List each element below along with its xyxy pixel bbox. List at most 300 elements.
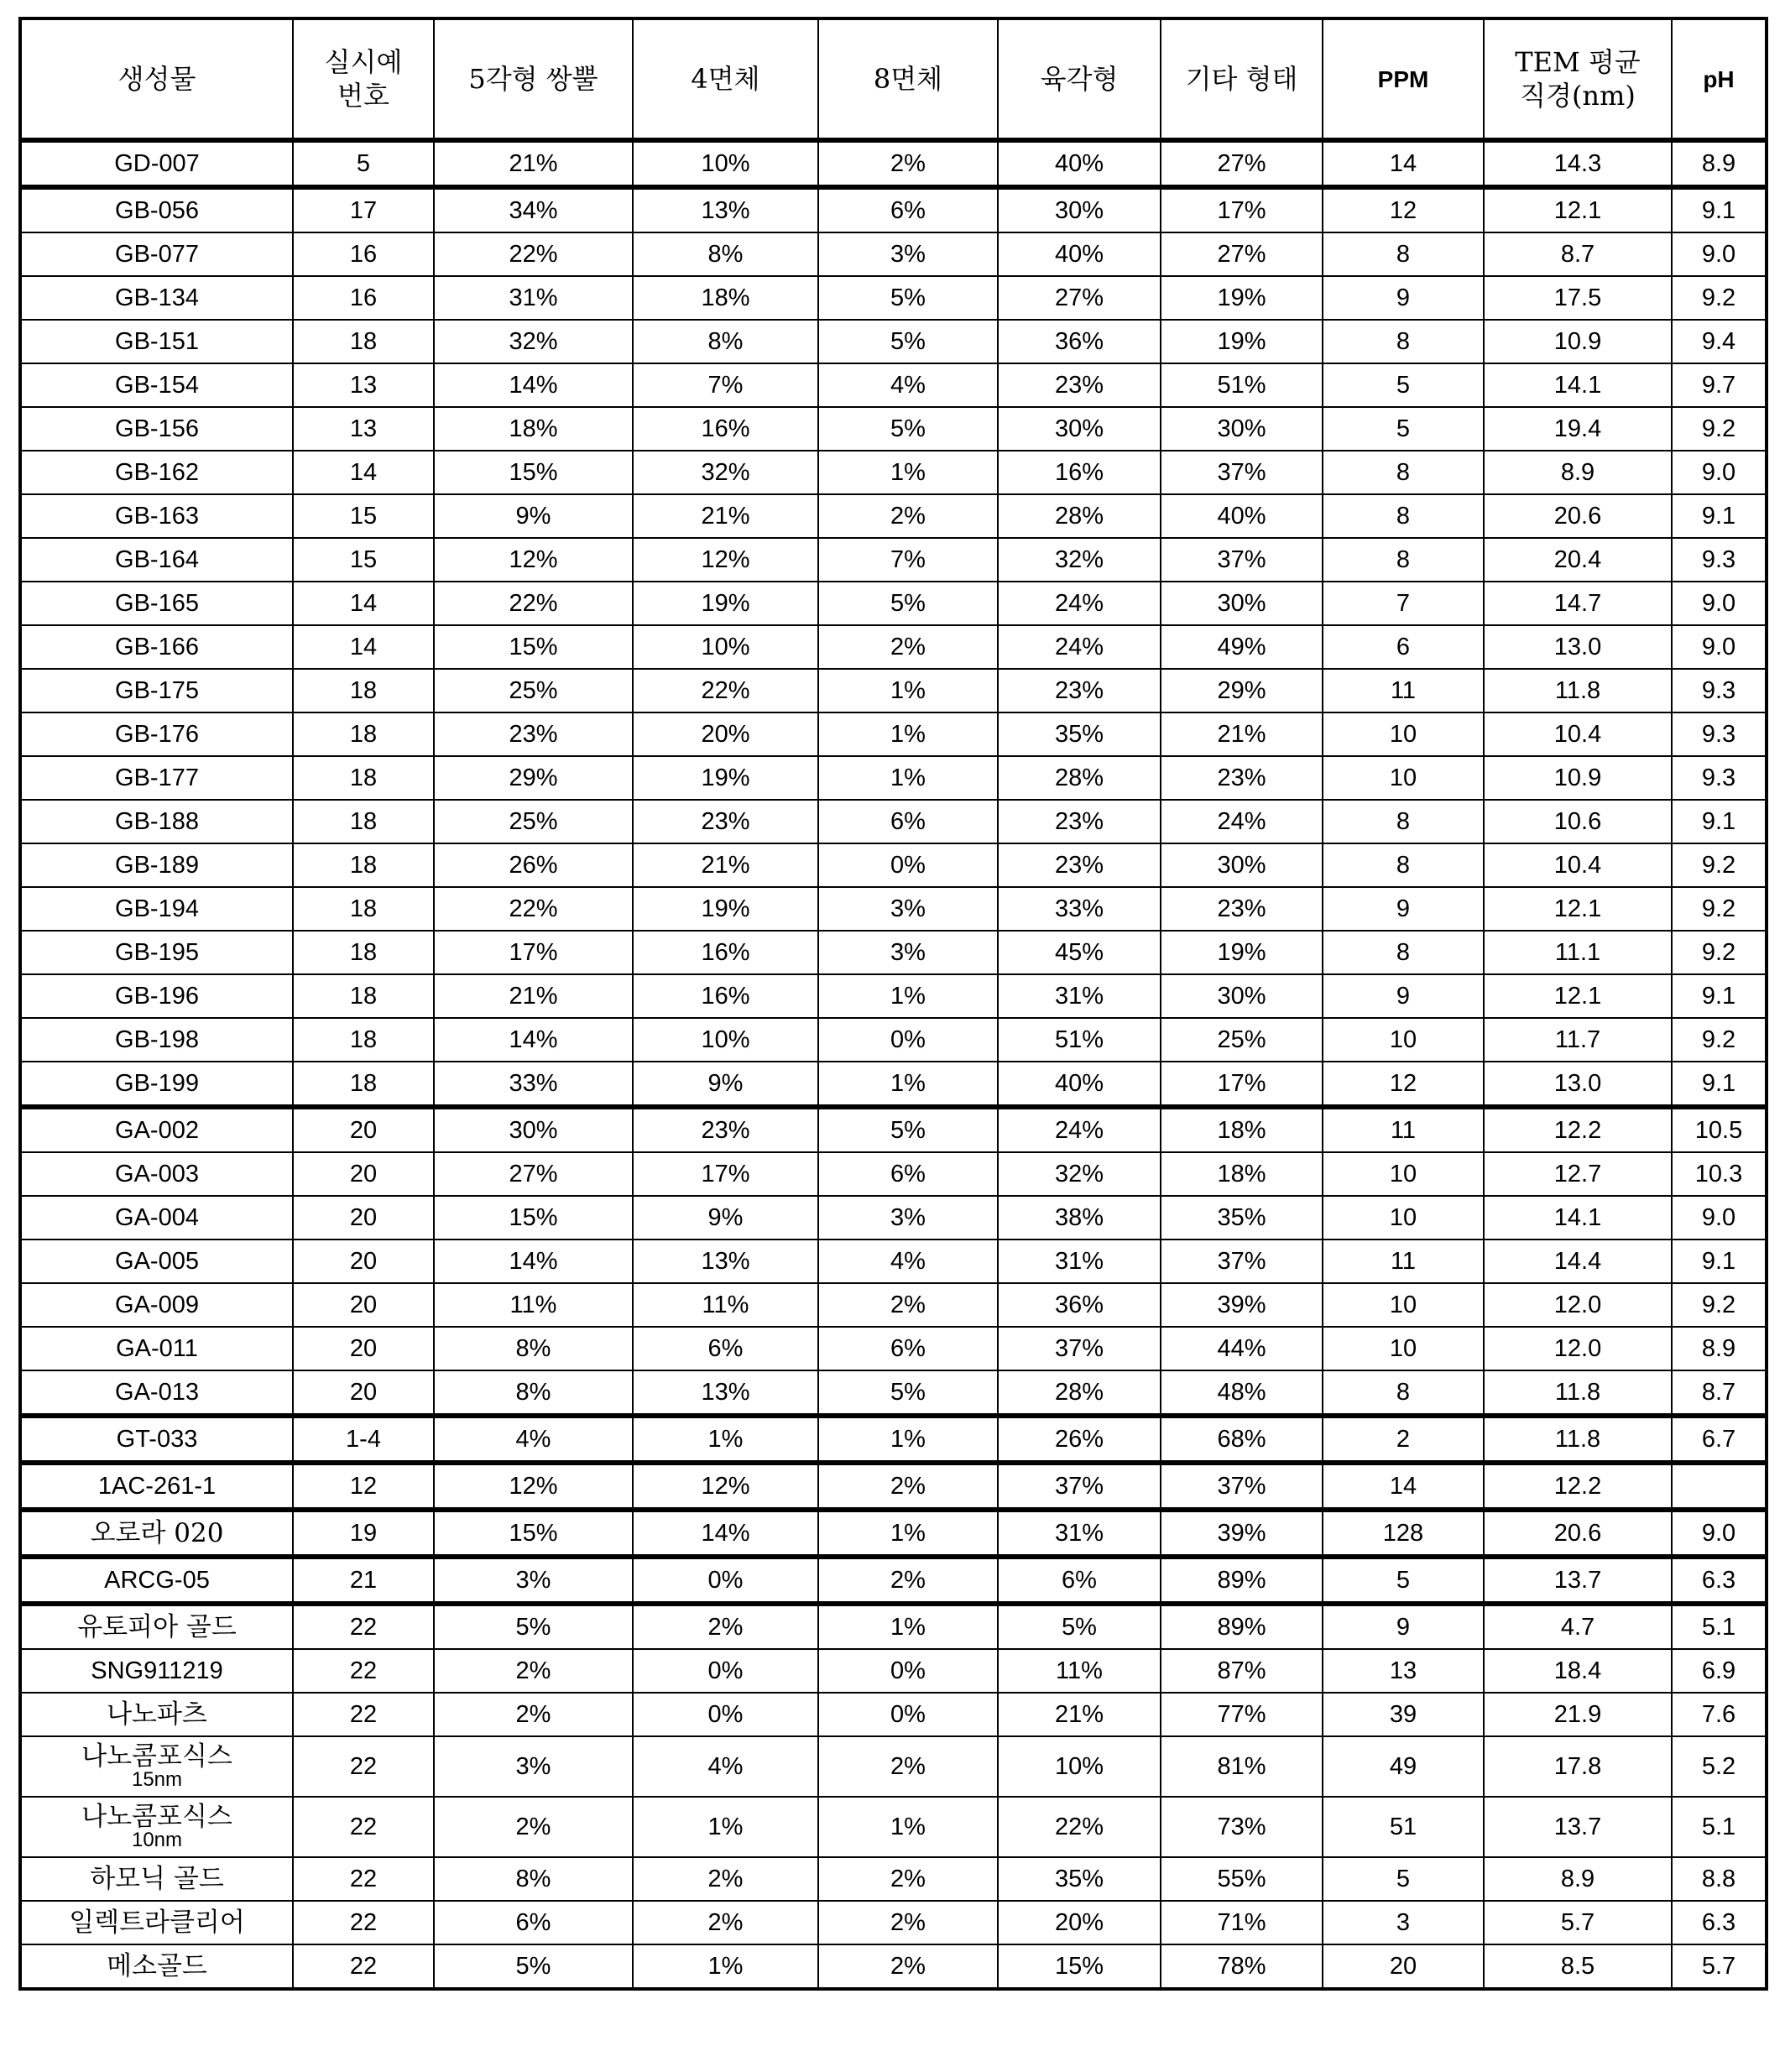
cell-tem-diameter: 20.6 bbox=[1484, 1510, 1672, 1557]
cell-example-no: 16 bbox=[293, 232, 434, 276]
table-row bbox=[20, 1693, 1767, 1736]
cell-tetrahedron: 4% bbox=[633, 1736, 818, 1797]
cell-product: GB-077 bbox=[20, 232, 293, 276]
cell-other-shape: 37% bbox=[1161, 1240, 1323, 1283]
cell-ph: 9.1 bbox=[1672, 974, 1767, 1018]
cell-hexagon: 40% bbox=[998, 232, 1161, 276]
cell-other-shape: 30% bbox=[1161, 974, 1323, 1018]
cell-ph: 9.2 bbox=[1672, 931, 1767, 974]
cell-example-no: 18 bbox=[293, 974, 434, 1018]
cell-hexagon: 30% bbox=[998, 407, 1161, 451]
cell-hexagon: 22% bbox=[998, 1797, 1161, 1857]
cell-hexagon: 28% bbox=[998, 494, 1161, 538]
cell-tem-diameter: 10.9 bbox=[1484, 756, 1672, 800]
header-pentagonal-bipyramid: 5각형 쌍뿔 bbox=[434, 18, 633, 140]
cell-tem-diameter: 17.8 bbox=[1484, 1736, 1672, 1797]
cell-pentagonal-bipyramid: 30% bbox=[434, 1107, 633, 1152]
cell-ppm: 12 bbox=[1323, 1062, 1484, 1107]
cell-ppm: 8 bbox=[1323, 451, 1484, 494]
cell-tetrahedron: 21% bbox=[633, 843, 818, 887]
cell-example-no: 14 bbox=[293, 451, 434, 494]
cell-pentagonal-bipyramid: 15% bbox=[434, 625, 633, 669]
cell-ph: 9.3 bbox=[1672, 669, 1767, 712]
cell-pentagonal-bipyramid: 8% bbox=[434, 1370, 633, 1416]
cell-octahedron: 1% bbox=[818, 1797, 998, 1857]
cell-tem-diameter: 8.9 bbox=[1484, 451, 1672, 494]
cell-octahedron: 0% bbox=[818, 1649, 998, 1693]
cell-ph: 7.6 bbox=[1672, 1693, 1767, 1736]
cell-tetrahedron: 22% bbox=[633, 669, 818, 712]
cell-other-shape: 73% bbox=[1161, 1797, 1323, 1857]
table-row bbox=[20, 363, 1767, 407]
table-row bbox=[20, 1196, 1767, 1240]
cell-octahedron: 2% bbox=[818, 1463, 998, 1510]
cell-pentagonal-bipyramid: 33% bbox=[434, 1062, 633, 1107]
cell-tetrahedron: 10% bbox=[633, 140, 818, 187]
cell-other-shape: 19% bbox=[1161, 931, 1323, 974]
cell-example-no: 18 bbox=[293, 931, 434, 974]
cell-tetrahedron: 23% bbox=[633, 800, 818, 843]
table-row bbox=[20, 1062, 1767, 1107]
cell-tem-diameter: 11.7 bbox=[1484, 1018, 1672, 1062]
cell-tem-diameter: 20.6 bbox=[1484, 494, 1672, 538]
cell-octahedron: 2% bbox=[818, 625, 998, 669]
cell-product: GB-134 bbox=[20, 276, 293, 320]
cell-pentagonal-bipyramid: 15% bbox=[434, 1510, 633, 1557]
cell-product: GA-004 bbox=[20, 1196, 293, 1240]
cell-octahedron: 5% bbox=[818, 1370, 998, 1416]
cell-tetrahedron: 12% bbox=[633, 538, 818, 582]
cell-other-shape: 49% bbox=[1161, 625, 1323, 669]
cell-octahedron: 1% bbox=[818, 1510, 998, 1557]
cell-other-shape: 68% bbox=[1161, 1416, 1323, 1463]
cell-example-no: 22 bbox=[293, 1693, 434, 1736]
cell-other-shape: 81% bbox=[1161, 1736, 1323, 1797]
header-tem-diameter: TEM 평균 직경(nm) bbox=[1484, 18, 1672, 140]
cell-hexagon: 24% bbox=[998, 582, 1161, 625]
cell-ph: 9.0 bbox=[1672, 232, 1767, 276]
cell-octahedron: 6% bbox=[818, 1327, 998, 1370]
cell-octahedron: 1% bbox=[818, 1062, 998, 1107]
cell-tem-diameter: 11.8 bbox=[1484, 1416, 1672, 1463]
cell-other-shape: 30% bbox=[1161, 582, 1323, 625]
cell-other-shape: 23% bbox=[1161, 887, 1323, 931]
cell-tem-diameter: 12.2 bbox=[1484, 1463, 1672, 1510]
cell-ph: 9.1 bbox=[1672, 1062, 1767, 1107]
cell-octahedron: 2% bbox=[818, 1557, 998, 1604]
cell-example-no: 22 bbox=[293, 1901, 434, 1944]
cell-pentagonal-bipyramid: 12% bbox=[434, 1463, 633, 1510]
cell-tem-diameter: 13.0 bbox=[1484, 1062, 1672, 1107]
cell-tetrahedron: 21% bbox=[633, 494, 818, 538]
cell-product: GB-151 bbox=[20, 320, 293, 363]
cell-octahedron: 6% bbox=[818, 800, 998, 843]
cell-product: GB-177 bbox=[20, 756, 293, 800]
table-row bbox=[20, 756, 1767, 800]
cell-hexagon: 28% bbox=[998, 756, 1161, 800]
cell-example-no: 22 bbox=[293, 1604, 434, 1649]
cell-pentagonal-bipyramid: 32% bbox=[434, 320, 633, 363]
cell-ph: 10.5 bbox=[1672, 1107, 1767, 1152]
cell-pentagonal-bipyramid: 4% bbox=[434, 1416, 633, 1463]
cell-product: GB-175 bbox=[20, 669, 293, 712]
cell-tem-diameter: 10.6 bbox=[1484, 800, 1672, 843]
cell-octahedron: 6% bbox=[818, 1152, 998, 1196]
table-row bbox=[20, 1797, 1767, 1857]
cell-hexagon: 24% bbox=[998, 625, 1161, 669]
cell-product: GD-007 bbox=[20, 140, 293, 187]
cell-hexagon: 40% bbox=[998, 1062, 1161, 1107]
cell-example-no: 18 bbox=[293, 320, 434, 363]
cell-ph: 5.2 bbox=[1672, 1736, 1767, 1797]
cell-pentagonal-bipyramid: 27% bbox=[434, 1152, 633, 1196]
cell-hexagon: 26% bbox=[998, 1416, 1161, 1463]
cell-tetrahedron: 12% bbox=[633, 1463, 818, 1510]
cell-tetrahedron: 0% bbox=[633, 1649, 818, 1693]
cell-product: GA-002 bbox=[20, 1107, 293, 1152]
cell-hexagon: 23% bbox=[998, 843, 1161, 887]
particle-shape-table bbox=[18, 17, 1768, 1991]
cell-pentagonal-bipyramid: 26% bbox=[434, 843, 633, 887]
cell-other-shape: 19% bbox=[1161, 320, 1323, 363]
cell-ph: 9.2 bbox=[1672, 276, 1767, 320]
cell-other-shape: 27% bbox=[1161, 140, 1323, 187]
cell-other-shape: 87% bbox=[1161, 1649, 1323, 1693]
cell-example-no: 15 bbox=[293, 494, 434, 538]
cell-tem-diameter: 12.7 bbox=[1484, 1152, 1672, 1196]
cell-ph: 9.2 bbox=[1672, 407, 1767, 451]
cell-tem-diameter: 14.4 bbox=[1484, 1240, 1672, 1283]
cell-hexagon: 37% bbox=[998, 1327, 1161, 1370]
cell-octahedron: 4% bbox=[818, 1240, 998, 1283]
cell-other-shape: 30% bbox=[1161, 407, 1323, 451]
cell-other-shape: 30% bbox=[1161, 843, 1323, 887]
table-row bbox=[20, 276, 1767, 320]
table-row bbox=[20, 974, 1767, 1018]
cell-tetrahedron: 2% bbox=[633, 1604, 818, 1649]
cell-octahedron: 1% bbox=[818, 974, 998, 1018]
cell-ppm: 8 bbox=[1323, 800, 1484, 843]
cell-pentagonal-bipyramid: 22% bbox=[434, 887, 633, 931]
cell-ph: 9.7 bbox=[1672, 363, 1767, 407]
header-ppm: PPM bbox=[1323, 18, 1484, 140]
cell-ph: 5.1 bbox=[1672, 1797, 1767, 1857]
cell-other-shape: 77% bbox=[1161, 1693, 1323, 1736]
header-octahedron: 8면체 bbox=[818, 18, 998, 140]
cell-ppm: 14 bbox=[1323, 140, 1484, 187]
table-row bbox=[20, 843, 1767, 887]
cell-hexagon: 35% bbox=[998, 1857, 1161, 1901]
cell-ph: 9.0 bbox=[1672, 1196, 1767, 1240]
cell-other-shape: 55% bbox=[1161, 1857, 1323, 1901]
cell-pentagonal-bipyramid: 2% bbox=[434, 1797, 633, 1857]
cell-tem-diameter: 8.7 bbox=[1484, 232, 1672, 276]
cell-product bbox=[20, 1797, 293, 1857]
cell-hexagon: 36% bbox=[998, 320, 1161, 363]
cell-tetrahedron: 19% bbox=[633, 582, 818, 625]
cell-hexagon: 35% bbox=[998, 712, 1161, 756]
cell-ph: 9.1 bbox=[1672, 187, 1767, 232]
table-row bbox=[20, 625, 1767, 669]
cell-ppm: 14 bbox=[1323, 1463, 1484, 1510]
cell-other-shape: 24% bbox=[1161, 800, 1323, 843]
cell-pentagonal-bipyramid: 34% bbox=[434, 187, 633, 232]
cell-octahedron: 3% bbox=[818, 887, 998, 931]
cell-product: ARCG-05 bbox=[20, 1557, 293, 1604]
cell-ph: 9.4 bbox=[1672, 320, 1767, 363]
header-tetrahedron: 4면체 bbox=[633, 18, 818, 140]
cell-product: GB-165 bbox=[20, 582, 293, 625]
cell-tetrahedron: 8% bbox=[633, 232, 818, 276]
cell-ph: 9.1 bbox=[1672, 494, 1767, 538]
cell-hexagon: 33% bbox=[998, 887, 1161, 931]
cell-ppm: 8 bbox=[1323, 320, 1484, 363]
cell-product: GB-188 bbox=[20, 800, 293, 843]
cell-ph: 9.0 bbox=[1672, 1510, 1767, 1557]
product-name: 나노콤포식스 bbox=[81, 1741, 232, 1772]
cell-hexagon: 20% bbox=[998, 1901, 1161, 1944]
cell-other-shape: 17% bbox=[1161, 187, 1323, 232]
cell-product: GB-162 bbox=[20, 451, 293, 494]
cell-hexagon: 23% bbox=[998, 669, 1161, 712]
cell-tetrahedron: 1% bbox=[633, 1797, 818, 1857]
cell-tem-diameter: 11.1 bbox=[1484, 931, 1672, 974]
cell-ppm: 8 bbox=[1323, 1370, 1484, 1416]
cell-hexagon: 45% bbox=[998, 931, 1161, 974]
cell-octahedron: 4% bbox=[818, 363, 998, 407]
cell-example-no: 13 bbox=[293, 407, 434, 451]
cell-tetrahedron: 19% bbox=[633, 756, 818, 800]
cell-hexagon: 23% bbox=[998, 800, 1161, 843]
cell-ph: 9.0 bbox=[1672, 451, 1767, 494]
cell-octahedron: 1% bbox=[818, 669, 998, 712]
cell-ph bbox=[1672, 1463, 1767, 1510]
cell-ppm: 20 bbox=[1323, 1944, 1484, 1989]
cell-ph: 9.2 bbox=[1672, 1283, 1767, 1327]
table-row bbox=[20, 1018, 1767, 1062]
cell-ppm: 8 bbox=[1323, 931, 1484, 974]
cell-tetrahedron: 10% bbox=[633, 625, 818, 669]
cell-example-no: 18 bbox=[293, 756, 434, 800]
cell-hexagon: 15% bbox=[998, 1944, 1161, 1989]
cell-product: GB-195 bbox=[20, 931, 293, 974]
cell-pentagonal-bipyramid: 8% bbox=[434, 1327, 633, 1370]
cell-example-no: 1-4 bbox=[293, 1416, 434, 1463]
table-row bbox=[20, 800, 1767, 843]
cell-pentagonal-bipyramid: 21% bbox=[434, 974, 633, 1018]
cell-octahedron: 0% bbox=[818, 1018, 998, 1062]
cell-ph: 8.7 bbox=[1672, 1370, 1767, 1416]
cell-tetrahedron: 16% bbox=[633, 931, 818, 974]
cell-example-no: 17 bbox=[293, 187, 434, 232]
cell-ph: 9.3 bbox=[1672, 756, 1767, 800]
cell-ph: 9.1 bbox=[1672, 1240, 1767, 1283]
cell-tetrahedron: 2% bbox=[633, 1901, 818, 1944]
cell-product: 나노파츠 bbox=[20, 1693, 293, 1736]
table-row bbox=[20, 232, 1767, 276]
cell-octahedron: 2% bbox=[818, 1736, 998, 1797]
cell-pentagonal-bipyramid: 17% bbox=[434, 931, 633, 974]
cell-ph: 6.3 bbox=[1672, 1557, 1767, 1604]
cell-ph: 6.9 bbox=[1672, 1649, 1767, 1693]
cell-product: GA-005 bbox=[20, 1240, 293, 1283]
cell-octahedron: 0% bbox=[818, 1693, 998, 1736]
cell-pentagonal-bipyramid: 5% bbox=[434, 1604, 633, 1649]
cell-octahedron: 1% bbox=[818, 1604, 998, 1649]
cell-ph: 9.2 bbox=[1672, 843, 1767, 887]
table-row bbox=[20, 1736, 1767, 1797]
cell-ppm: 9 bbox=[1323, 1604, 1484, 1649]
cell-other-shape: 25% bbox=[1161, 1018, 1323, 1062]
cell-tem-diameter: 14.3 bbox=[1484, 140, 1672, 187]
cell-product: GB-164 bbox=[20, 538, 293, 582]
cell-tetrahedron: 2% bbox=[633, 1857, 818, 1901]
cell-ppm: 8 bbox=[1323, 494, 1484, 538]
cell-product: GA-013 bbox=[20, 1370, 293, 1416]
cell-example-no: 22 bbox=[293, 1797, 434, 1857]
table-row bbox=[20, 1510, 1767, 1557]
cell-tem-diameter: 12.2 bbox=[1484, 1107, 1672, 1152]
cell-octahedron: 2% bbox=[818, 1857, 998, 1901]
cell-tem-diameter: 14.1 bbox=[1484, 1196, 1672, 1240]
cell-ph: 8.9 bbox=[1672, 140, 1767, 187]
table-row bbox=[20, 1901, 1767, 1944]
cell-tetrahedron: 9% bbox=[633, 1196, 818, 1240]
cell-tem-diameter: 12.0 bbox=[1484, 1327, 1672, 1370]
cell-example-no: 14 bbox=[293, 625, 434, 669]
cell-ph: 9.3 bbox=[1672, 538, 1767, 582]
cell-octahedron: 3% bbox=[818, 232, 998, 276]
cell-tem-diameter: 17.5 bbox=[1484, 276, 1672, 320]
cell-other-shape: 40% bbox=[1161, 494, 1323, 538]
cell-hexagon: 27% bbox=[998, 276, 1161, 320]
cell-pentagonal-bipyramid: 2% bbox=[434, 1693, 633, 1736]
cell-example-no: 20 bbox=[293, 1240, 434, 1283]
table-row bbox=[20, 931, 1767, 974]
cell-other-shape: 39% bbox=[1161, 1510, 1323, 1557]
table-row bbox=[20, 1604, 1767, 1649]
cell-example-no: 20 bbox=[293, 1196, 434, 1240]
cell-example-no: 16 bbox=[293, 276, 434, 320]
cell-ppm: 9 bbox=[1323, 887, 1484, 931]
cell-tem-diameter: 20.4 bbox=[1484, 538, 1672, 582]
cell-example-no: 5 bbox=[293, 140, 434, 187]
cell-pentagonal-bipyramid: 25% bbox=[434, 800, 633, 843]
cell-example-no: 13 bbox=[293, 363, 434, 407]
table-row bbox=[20, 1649, 1767, 1693]
cell-other-shape: 51% bbox=[1161, 363, 1323, 407]
cell-tem-diameter: 13.0 bbox=[1484, 625, 1672, 669]
cell-tem-diameter: 19.4 bbox=[1484, 407, 1672, 451]
cell-tem-diameter: 21.9 bbox=[1484, 1693, 1672, 1736]
cell-tem-diameter: 12.1 bbox=[1484, 887, 1672, 931]
table-row bbox=[20, 1857, 1767, 1901]
cell-tetrahedron: 7% bbox=[633, 363, 818, 407]
cell-pentagonal-bipyramid: 8% bbox=[434, 1857, 633, 1901]
cell-ph: 9.3 bbox=[1672, 712, 1767, 756]
cell-octahedron: 2% bbox=[818, 1944, 998, 1989]
table-row bbox=[20, 669, 1767, 712]
cell-ph: 6.3 bbox=[1672, 1901, 1767, 1944]
header-ph: pH bbox=[1672, 18, 1767, 140]
cell-product: GA-003 bbox=[20, 1152, 293, 1196]
cell-product: GB-199 bbox=[20, 1062, 293, 1107]
cell-octahedron: 2% bbox=[818, 140, 998, 187]
table-row bbox=[20, 1944, 1767, 1989]
cell-hexagon: 37% bbox=[998, 1463, 1161, 1510]
cell-tetrahedron: 13% bbox=[633, 1240, 818, 1283]
cell-tetrahedron: 1% bbox=[633, 1944, 818, 1989]
cell-ppm: 8 bbox=[1323, 232, 1484, 276]
cell-product: GB-196 bbox=[20, 974, 293, 1018]
cell-tem-diameter: 10.4 bbox=[1484, 843, 1672, 887]
product-size: 10nm bbox=[22, 1830, 292, 1850]
cell-tem-diameter: 10.9 bbox=[1484, 320, 1672, 363]
product-name: 나노콤포식스 bbox=[81, 1802, 232, 1832]
cell-product: GA-009 bbox=[20, 1283, 293, 1327]
table-row bbox=[20, 887, 1767, 931]
table-row bbox=[20, 140, 1767, 187]
cell-octahedron: 5% bbox=[818, 320, 998, 363]
cell-ph: 9.2 bbox=[1672, 1018, 1767, 1062]
cell-octahedron: 1% bbox=[818, 1416, 998, 1463]
cell-ppm: 12 bbox=[1323, 187, 1484, 232]
cell-tetrahedron: 23% bbox=[633, 1107, 818, 1152]
cell-tetrahedron: 17% bbox=[633, 1152, 818, 1196]
cell-hexagon: 21% bbox=[998, 1693, 1161, 1736]
cell-hexagon: 24% bbox=[998, 1107, 1161, 1152]
cell-example-no: 21 bbox=[293, 1557, 434, 1604]
cell-example-no: 20 bbox=[293, 1283, 434, 1327]
cell-ph: 8.9 bbox=[1672, 1327, 1767, 1370]
cell-ppm: 7 bbox=[1323, 582, 1484, 625]
cell-ppm: 13 bbox=[1323, 1649, 1484, 1693]
cell-tetrahedron: 0% bbox=[633, 1557, 818, 1604]
cell-pentagonal-bipyramid: 18% bbox=[434, 407, 633, 451]
table-row bbox=[20, 1283, 1767, 1327]
cell-product: GB-176 bbox=[20, 712, 293, 756]
table-row bbox=[20, 538, 1767, 582]
cell-product: GT-033 bbox=[20, 1416, 293, 1463]
cell-ppm: 11 bbox=[1323, 1107, 1484, 1152]
cell-product: GB-194 bbox=[20, 887, 293, 931]
cell-product: GB-166 bbox=[20, 625, 293, 669]
cell-pentagonal-bipyramid: 25% bbox=[434, 669, 633, 712]
cell-example-no: 20 bbox=[293, 1107, 434, 1152]
cell-octahedron: 5% bbox=[818, 407, 998, 451]
cell-tetrahedron: 13% bbox=[633, 187, 818, 232]
cell-ph: 9.1 bbox=[1672, 800, 1767, 843]
cell-other-shape: 89% bbox=[1161, 1557, 1323, 1604]
cell-pentagonal-bipyramid: 9% bbox=[434, 494, 633, 538]
cell-hexagon: 11% bbox=[998, 1649, 1161, 1693]
table-row bbox=[20, 582, 1767, 625]
table-row bbox=[20, 320, 1767, 363]
cell-hexagon: 6% bbox=[998, 1557, 1161, 1604]
cell-ph: 8.8 bbox=[1672, 1857, 1767, 1901]
cell-ppm: 11 bbox=[1323, 1240, 1484, 1283]
cell-example-no: 12 bbox=[293, 1463, 434, 1510]
cell-ph: 10.3 bbox=[1672, 1152, 1767, 1196]
cell-pentagonal-bipyramid: 29% bbox=[434, 756, 633, 800]
cell-pentagonal-bipyramid: 21% bbox=[434, 140, 633, 187]
cell-tetrahedron: 14% bbox=[633, 1510, 818, 1557]
cell-product: 유토피아 골드 bbox=[20, 1604, 293, 1649]
cell-product: 메소골드 bbox=[20, 1944, 293, 1989]
cell-ppm: 10 bbox=[1323, 1283, 1484, 1327]
table-row bbox=[20, 451, 1767, 494]
cell-ph: 5.7 bbox=[1672, 1944, 1767, 1989]
